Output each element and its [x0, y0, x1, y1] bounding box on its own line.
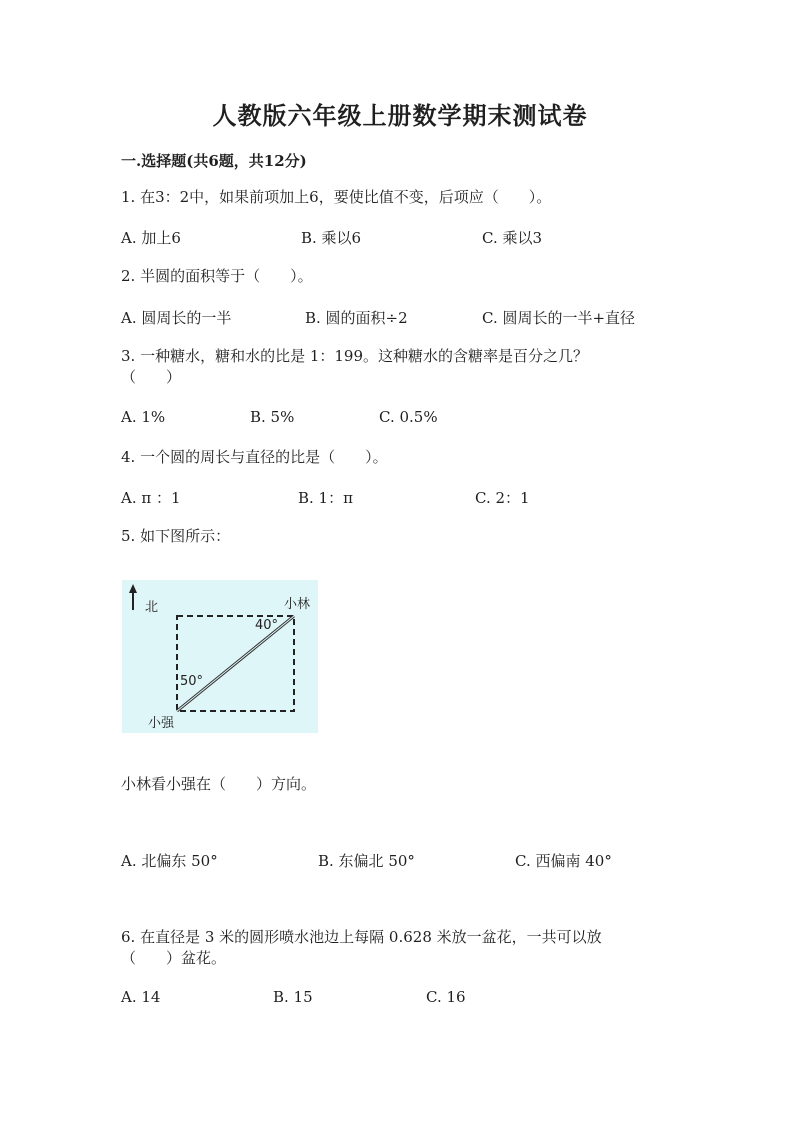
question-3-stem-line1: 3. 一种糖水，糖和水的比是 1：199。这种糖水的含糖率是百分之几？ — [121, 347, 589, 365]
q4-option-a: A. π ：1 — [121, 489, 181, 507]
q3-option-b: B. 5% — [250, 408, 295, 426]
xiaolin-label: 小林 — [284, 597, 311, 612]
q4-option-c: C. 2：1 — [475, 489, 530, 507]
q2-option-c: C. 圆周长的一半+直径 — [482, 309, 636, 327]
q3-option-c: C. 0.5% — [379, 408, 438, 426]
q1-option-c: C. 乘以3 — [482, 229, 543, 247]
q6-option-c: C. 16 — [426, 988, 466, 1006]
q1-option-b: B. 乘以6 — [301, 229, 362, 247]
q2-option-b: B. 圆的面积÷2 — [305, 309, 408, 327]
section-heading: 一.选择题(共6题，共12分) — [121, 152, 307, 170]
question-6-stem-line1: 6. 在直径是 3 米的圆形喷水池边上每隔 0.628 米放一盆花，一共可以放 — [121, 928, 602, 946]
question-5-stem: 5. 如下图所示： — [121, 527, 231, 545]
question-1-stem: 1. 在3：2中，如果前项加上6，要使比值不变，后项应（ ）。 — [121, 188, 552, 206]
q6-option-b: B. 15 — [273, 988, 313, 1006]
question-6-stem-line2: （ ）盆花。 — [121, 949, 227, 967]
page-title: 人教版六年级上册数学期末测试卷 — [212, 101, 588, 130]
q2-option-a: A. 圆周长的一半 — [121, 309, 232, 327]
q5-option-c: C. 西偏南 40° — [515, 852, 612, 870]
q3-option-a: A. 1% — [121, 408, 166, 426]
question-3-stem-line2: （ ） — [121, 368, 182, 386]
question-4-stem: 4. 一个圆的周长与直径的比是（ ）。 — [121, 448, 388, 466]
north-arrowhead-icon — [129, 584, 137, 593]
direction-diagram — [122, 580, 318, 733]
q5-option-a: A. 北偏东 50° — [121, 852, 218, 870]
angle-50-label: 50° — [180, 674, 204, 689]
question-5-prompt: 小林看小强在（ ）方向。 — [121, 775, 317, 793]
q4-option-b: B. 1：π — [298, 489, 353, 507]
q6-option-a: A. 14 — [121, 988, 161, 1006]
north-label: 北 — [145, 600, 159, 615]
q1-option-a: A. 加上6 — [121, 229, 181, 247]
xiaoqiang-label: 小强 — [148, 716, 175, 731]
angle-40-label: 40° — [255, 618, 279, 633]
question-2-stem: 2. 半圆的面积等于（ ）。 — [121, 267, 313, 285]
q5-option-b: B. 东偏北 50° — [318, 852, 415, 870]
